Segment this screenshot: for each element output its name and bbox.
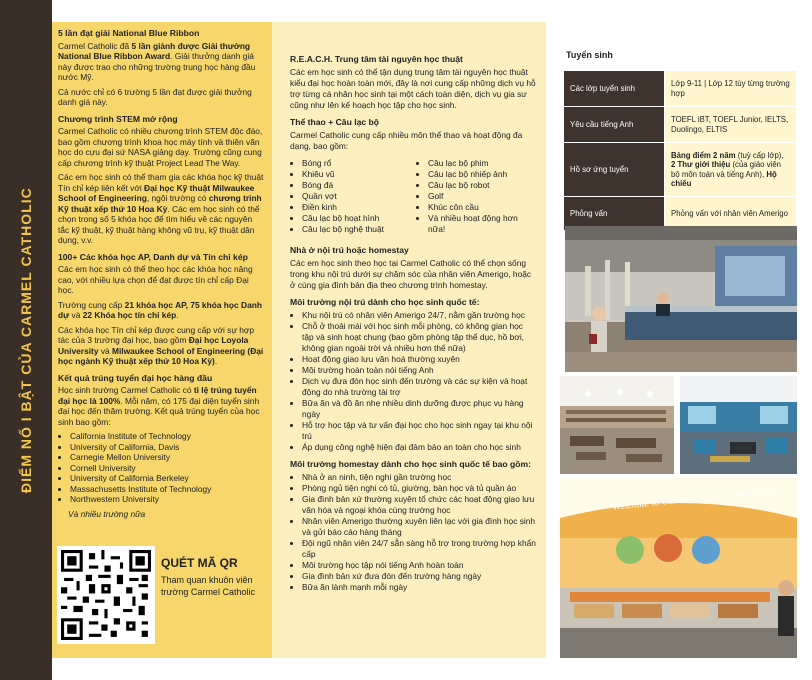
list-item: • Golf: [428, 191, 536, 202]
list-item: • Nhân viên Amerigo thường xuyên liên lạc với gia đình học sinh và gửi báo cáo hàng tháng: [302, 516, 536, 538]
list-item: • Quần vợt: [302, 191, 410, 202]
list-item: • Chỗ ở thoải mái với học sinh mỗi phòng, có không gian học tập và sinh hoạt chung (bao gồm phòng tập thể dục, hồ bơi, không gian ngoài trời và nhiều hơn thế nữa): [302, 321, 536, 354]
list-item: • Điền kinh: [302, 202, 410, 213]
admissions-title: Tuyển sinh: [566, 50, 613, 60]
list-item: • Môi trường học tập nói tiếng Anh hoàn toàn: [302, 560, 536, 571]
list-item: • Khúc côn cầu: [428, 202, 536, 213]
reach-text: Các em học sinh có thể tận dụng trung tâm tài nguyên học thuật kiểu đại học hoàn toàn mới, đây là nơi cung cấp những dịch vụ hỗ trợ từng cá nhân học sinh tại một cách toàn diện, dịch vụ gia sư cũng như lên kế hoạch học tập cho học sinh.: [290, 67, 536, 110]
dorm-list: [290, 310, 536, 453]
stem-text: Carmel Catholic có nhiều chương trình STEM độc đáo, bao gồm chương trình khoa học máy tính và thiên văn học do cựu đại sứ NASA giảng dạy. Trường cũng cung cấp chương trình kỹ thuật Project Lead The Way.: [58, 126, 263, 168]
list-item: • Câu lạc bộ nghệ thuật: [302, 224, 410, 235]
list-item: • Hỗ trợ học tập và tư vấn đại học cho học sinh ngay tại khu nội trú: [302, 420, 536, 442]
list-item: • Và nhiều hoạt động hơn nữa!: [428, 213, 536, 235]
qr-title: QUÉT MÃ QR: [161, 556, 238, 570]
list-item: • Phòng ngủ tiện nghi có tủ, giường, bàn học và tủ quần áo: [302, 483, 536, 494]
list-item: • University of California, Davis: [70, 442, 264, 453]
homestay-heading: Môi trường homestay dành cho học sinh quốc tế bao gồm:: [290, 459, 532, 469]
list-item: • Carnegie Mellon University: [70, 452, 264, 463]
ap-counts: Trường cung cấp 21 khóa học AP, 75 khóa học Danh dự và 22 Khóa học tín chỉ kép.: [58, 299, 262, 320]
resources-column: [272, 22, 546, 658]
stem-engineering-text: Các em học sinh có thể tham gia các khóa học kỹ thuật Tín chỉ kép liên kết với Đại học Kỹ thuật Milwaukee School of Engineering, ngôi trường có chương trình Kỹ thuật xếp thứ 10 Hoa Kỳ. Các em học sinh có thể chọn trong số 5 khóa học để tìm hiểu về các nguyên tắc kỹ thuật, kỹ thuật hàng không vũ trụ, kỹ thuật dân dụng, v.v.: [58, 172, 264, 245]
list-item: • Áp dụng công nghệ hiện đại đảm bảo an toàn cho học sinh: [302, 442, 536, 453]
table-row: [564, 143, 797, 197]
activities-list: [290, 156, 536, 239]
list-item: • California Institute of Technology: [70, 431, 264, 442]
table-value: Bảng điểm 2 năm (tuỳ cấp lớp), 2 Thư giới thiệu (của giáo viên bộ môn toán và tiếng Anh), Hộ chiếu: [665, 143, 797, 197]
list-item: • Môi trường hoàn toàn nói tiếng Anh: [302, 365, 536, 376]
lounge-photo: [680, 376, 797, 474]
dual-credit-text: Các khóa học Tín chỉ kép được cung cấp với sự hợp tác của 3 trường đại học, bao gồm Đại học Loyola University và Milwaukee School of Engineering (Đại học ngành Kỹ thuật xếp thứ 10 Hoa Kỳ).: [58, 324, 264, 366]
table-key: Các lớp tuyển sinh: [564, 71, 665, 107]
housing-text: Các em học sinh theo học tại Carmel Catholic có thể chọn sống trong khu nội trú dưới sự chăm sóc của nhân viên Amerigo, hoặc ở cùng gia đình bản địa theo chương trình homestay.: [290, 258, 532, 290]
qr-description: Tham quan khuôn viên trường Carmel Catholic: [161, 575, 255, 597]
table-key: Yêu cầu tiếng Anh: [564, 107, 665, 143]
table-value: TOEFL iBT, TOEFL Junior, IELTS, Duolingo, ELTIS: [665, 107, 797, 143]
qr-code-icon: [61, 550, 151, 640]
stem-heading: Chương trình STEM mở rộng: [58, 113, 178, 124]
list-item: • Đội ngũ nhân viên 24/7 sẵn sàng hỗ trợ trong trường hợp khẩn cấp: [302, 538, 536, 560]
qr-section: [57, 546, 257, 644]
list-item: • Khiêu vũ: [302, 169, 410, 180]
university-list: [58, 431, 264, 505]
reach-heading: R.E.A.C.H. Trung tâm tài nguyên học thuật: [290, 54, 463, 64]
table-value: Phỏng vấn với nhân viên Amerigo: [665, 197, 797, 231]
library-photo: [560, 376, 674, 474]
homestay-list: [290, 472, 536, 593]
table-key: Hồ sơ ứng tuyển: [564, 143, 665, 197]
table-key: Phỏng vấn: [564, 197, 665, 231]
list-item: • Cornell University: [70, 463, 264, 474]
sports-text: Carmel Catholic cung cấp nhiều môn thể thao và hoạt động đa dạng, bao gồm:: [290, 130, 523, 151]
blue-ribbon-heading: 5 lần đạt giải National Blue Ribbon: [58, 28, 200, 38]
admissions-table: [563, 70, 797, 231]
side-band: [0, 0, 52, 680]
list-item: • Bóng rổ: [302, 158, 410, 169]
list-item: • Câu lạc bộ phim: [428, 158, 536, 169]
ap-text: Các em học sinh có thể theo học các khóa học nâng cao, với nhiều lựa chọn để đạt được tín chỉ cấp Đại học.: [58, 264, 253, 295]
sports-heading: Thể thao + Câu lạc bộ: [290, 117, 380, 127]
table-value: Lớp 9-11 | Lớp 12 tùy từng trường hợp: [665, 71, 797, 107]
list-item: • Câu lạc bộ robot: [428, 180, 536, 191]
list-item: • Northwestern University: [70, 494, 264, 505]
more-universities: Và nhiều trường nữa: [68, 508, 146, 519]
list-item: • Bóng đá: [302, 180, 410, 191]
highlights-column: [52, 22, 272, 658]
qr-code[interactable]: [57, 546, 155, 644]
housing-heading: Nhà ở nội trú hoặc homestay: [290, 245, 409, 255]
blue-ribbon-note: Cả nước chỉ có 6 trường 5 lần đạt được giải thưởng danh giá này.: [58, 86, 252, 107]
list-item: • Bữa ăn và đồ ăn nhẹ nhiều dinh dưỡng được phục vụ hàng ngày: [302, 398, 536, 420]
cafeteria-banner: Welcome to Carmel Catholic High School: [611, 485, 780, 512]
list-item: • Bữa ăn lành mạnh mỗi ngày: [302, 582, 536, 593]
list-item: • Gia đình bản xứ đưa đón đến trường hàng ngày: [302, 571, 536, 582]
dorm-heading: Môi trường nội trú dành cho học sinh quốc tế:: [290, 297, 480, 307]
list-item: • Nhà ở an ninh, tiện nghi gần trường học: [302, 472, 536, 483]
list-item: • Câu lạc bộ hoạt hình: [302, 213, 410, 224]
list-item: • Massachusetts Institute of Technology: [70, 484, 264, 495]
table-row: [564, 107, 797, 143]
list-item: • Gia đình bản xứ thường xuyên tổ chức các hoạt động giao lưu văn hóa và ngoại khóa cùng trường học: [302, 494, 536, 516]
ap-heading: 100+ Các khóa học AP, Danh dự và Tín chỉ kép: [58, 251, 248, 262]
list-item: • Dịch vụ đưa đón học sinh đến trường và các sự kiện và hoạt động do nhà trường tài trợ: [302, 376, 536, 398]
list-item: • Khu nội trú có nhân viên Amerigo 24/7, nằm gần trường học: [302, 310, 536, 321]
blue-ribbon-text: Carmel Catholic đã 5 lần giành được Giải thưởng National Blue Ribbon Award. Giải thưởng danh giá này được trao cho những trường trung học hàng đầu nước Mỹ.: [58, 40, 256, 82]
lobby-photo: [565, 226, 797, 372]
list-item: • Câu lạc bộ nhiếp ảnh: [428, 169, 536, 180]
vertical-title: ĐIỂM NỔ I BẬT CỦA CARMEL CATHOLIC: [18, 187, 34, 493]
table-row: [564, 71, 797, 107]
list-item: • University of California Berkeley: [70, 473, 264, 484]
results-heading: Kết quả trúng tuyển đại học hàng đầu: [58, 372, 213, 383]
admissions-column: [546, 22, 812, 658]
results-text: Học sinh trường Carmel Catholic có tỉ lệ trúng tuyển đại học là 100%. Mỗi năm, có 175 đại diện tuyển sinh đại học đến thăm trường. Kết quả trúng tuyển của học sinh bao gồm:: [58, 385, 260, 427]
list-item: • Hoạt động giao lưu văn hoá thường xuyên: [302, 354, 536, 365]
cafeteria-photo: [560, 478, 797, 658]
